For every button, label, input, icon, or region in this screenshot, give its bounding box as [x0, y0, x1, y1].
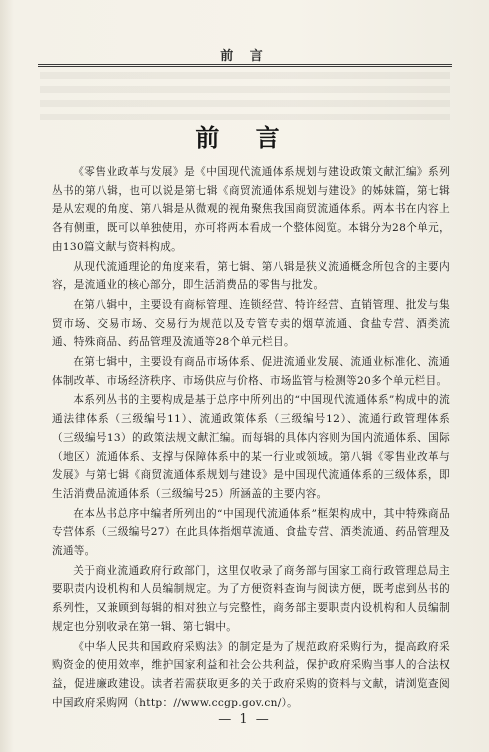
- paragraph-1: 《零售业政革与发展》是《中国现代流通体系规划与建设政策文献汇编》系列丛书的第八辑，也可以说是第七辑《商贸流通体系规划与建设》的姊妹篇，第七辑是从宏观的角度、第八辑是从微观的视角聚焦我国商贸流通体系。两本书在内容上各有侧重，既可以单独使用，亦可将两本看成一个整体阅览。本辑分为28个单元，由130篇文献与资料构成。: [52, 166, 450, 253]
- body-text: [52, 163, 450, 712]
- page-title: 前 言: [195, 123, 294, 152]
- paragraph-2: 从现代流通理论的角度来看，第七辑、第八辑是狭义流通概念所包含的主要内容，是流通业的核心部分，即生活消费品的零售与批发。: [52, 260, 450, 292]
- paragraph-6: 在本丛书总序中编者所列出的“中国现代流通体系”框架构成中，其中特殊商品专营体系（三级编号27）在此具体指烟草流通、食盐专营、酒类流通、药品管理及流通等。: [52, 507, 450, 558]
- running-header: 前 言: [220, 49, 269, 64]
- show-through-text: [40, 72, 450, 120]
- paragraph-3: 在第八辑中，主要设有商标管理、连锁经营、特许经营、直销管理、批发与集贸市场、交易市场、交易行为规范以及专管专卖的烟草流通、食盐专营、酒类流通、特殊商品、药品管理及流通等28个单元栏目。: [52, 298, 450, 349]
- paragraph-7: 关于商业流通政府行政部门，这里仅收录了商务部与国家工商行政管理总局主要职责内设机构和人员编制规定。为了方便资料查询与阅读方便，既考虑到丛书的系列性，又兼顾到每辑的相对独立与完整性，商务部主要职责内设机构和人员编制规定也分别收录在第一辑、第七辑中。: [52, 564, 450, 633]
- paragraph-8: 《中华人民共和国政府采购法》的制定是为了规范政府采购行为，提高政府采购资金的使用效率，维护国家利益和社会公共利益，保护政府采购当事人的合法权益，促进廉政建设。读者若需获取更多的关于政府采购的资料与文献，请浏览查阅中国政府采购网（http：//www.ccgp.gov.cn/）。: [52, 640, 450, 709]
- paragraph-4: 在第七辑中，主要设有商品市场体系、促进流通业发展、流通业标准化、流通体制改革、市场经济秩序、市场供应与价格、市场监管与检测等20多个单元栏目。: [52, 356, 450, 387]
- page-number: — 1 —: [218, 712, 271, 727]
- paragraph-5: 本系列丛书的主要构成是基于总序中所列出的“中国现代流通体系”构成中的流通法律体系（三级编号11）、流通政策体系（三级编号12）、流通行政管理体系（三级编号13）的政策法规文献汇编。而每辑的具体内容则为国内流通体系、国际（地区）流通体系、支撑与保障体系中的某一行业或领域。第八辑《零售业改革与发展》与第七辑《商贸流通体系规划与建设》是中国现代流通体系的三级体系，即生活消费品流通体系（三级编号25）所涵盖的主要内容。: [52, 394, 450, 500]
- header-rule: [38, 64, 452, 67]
